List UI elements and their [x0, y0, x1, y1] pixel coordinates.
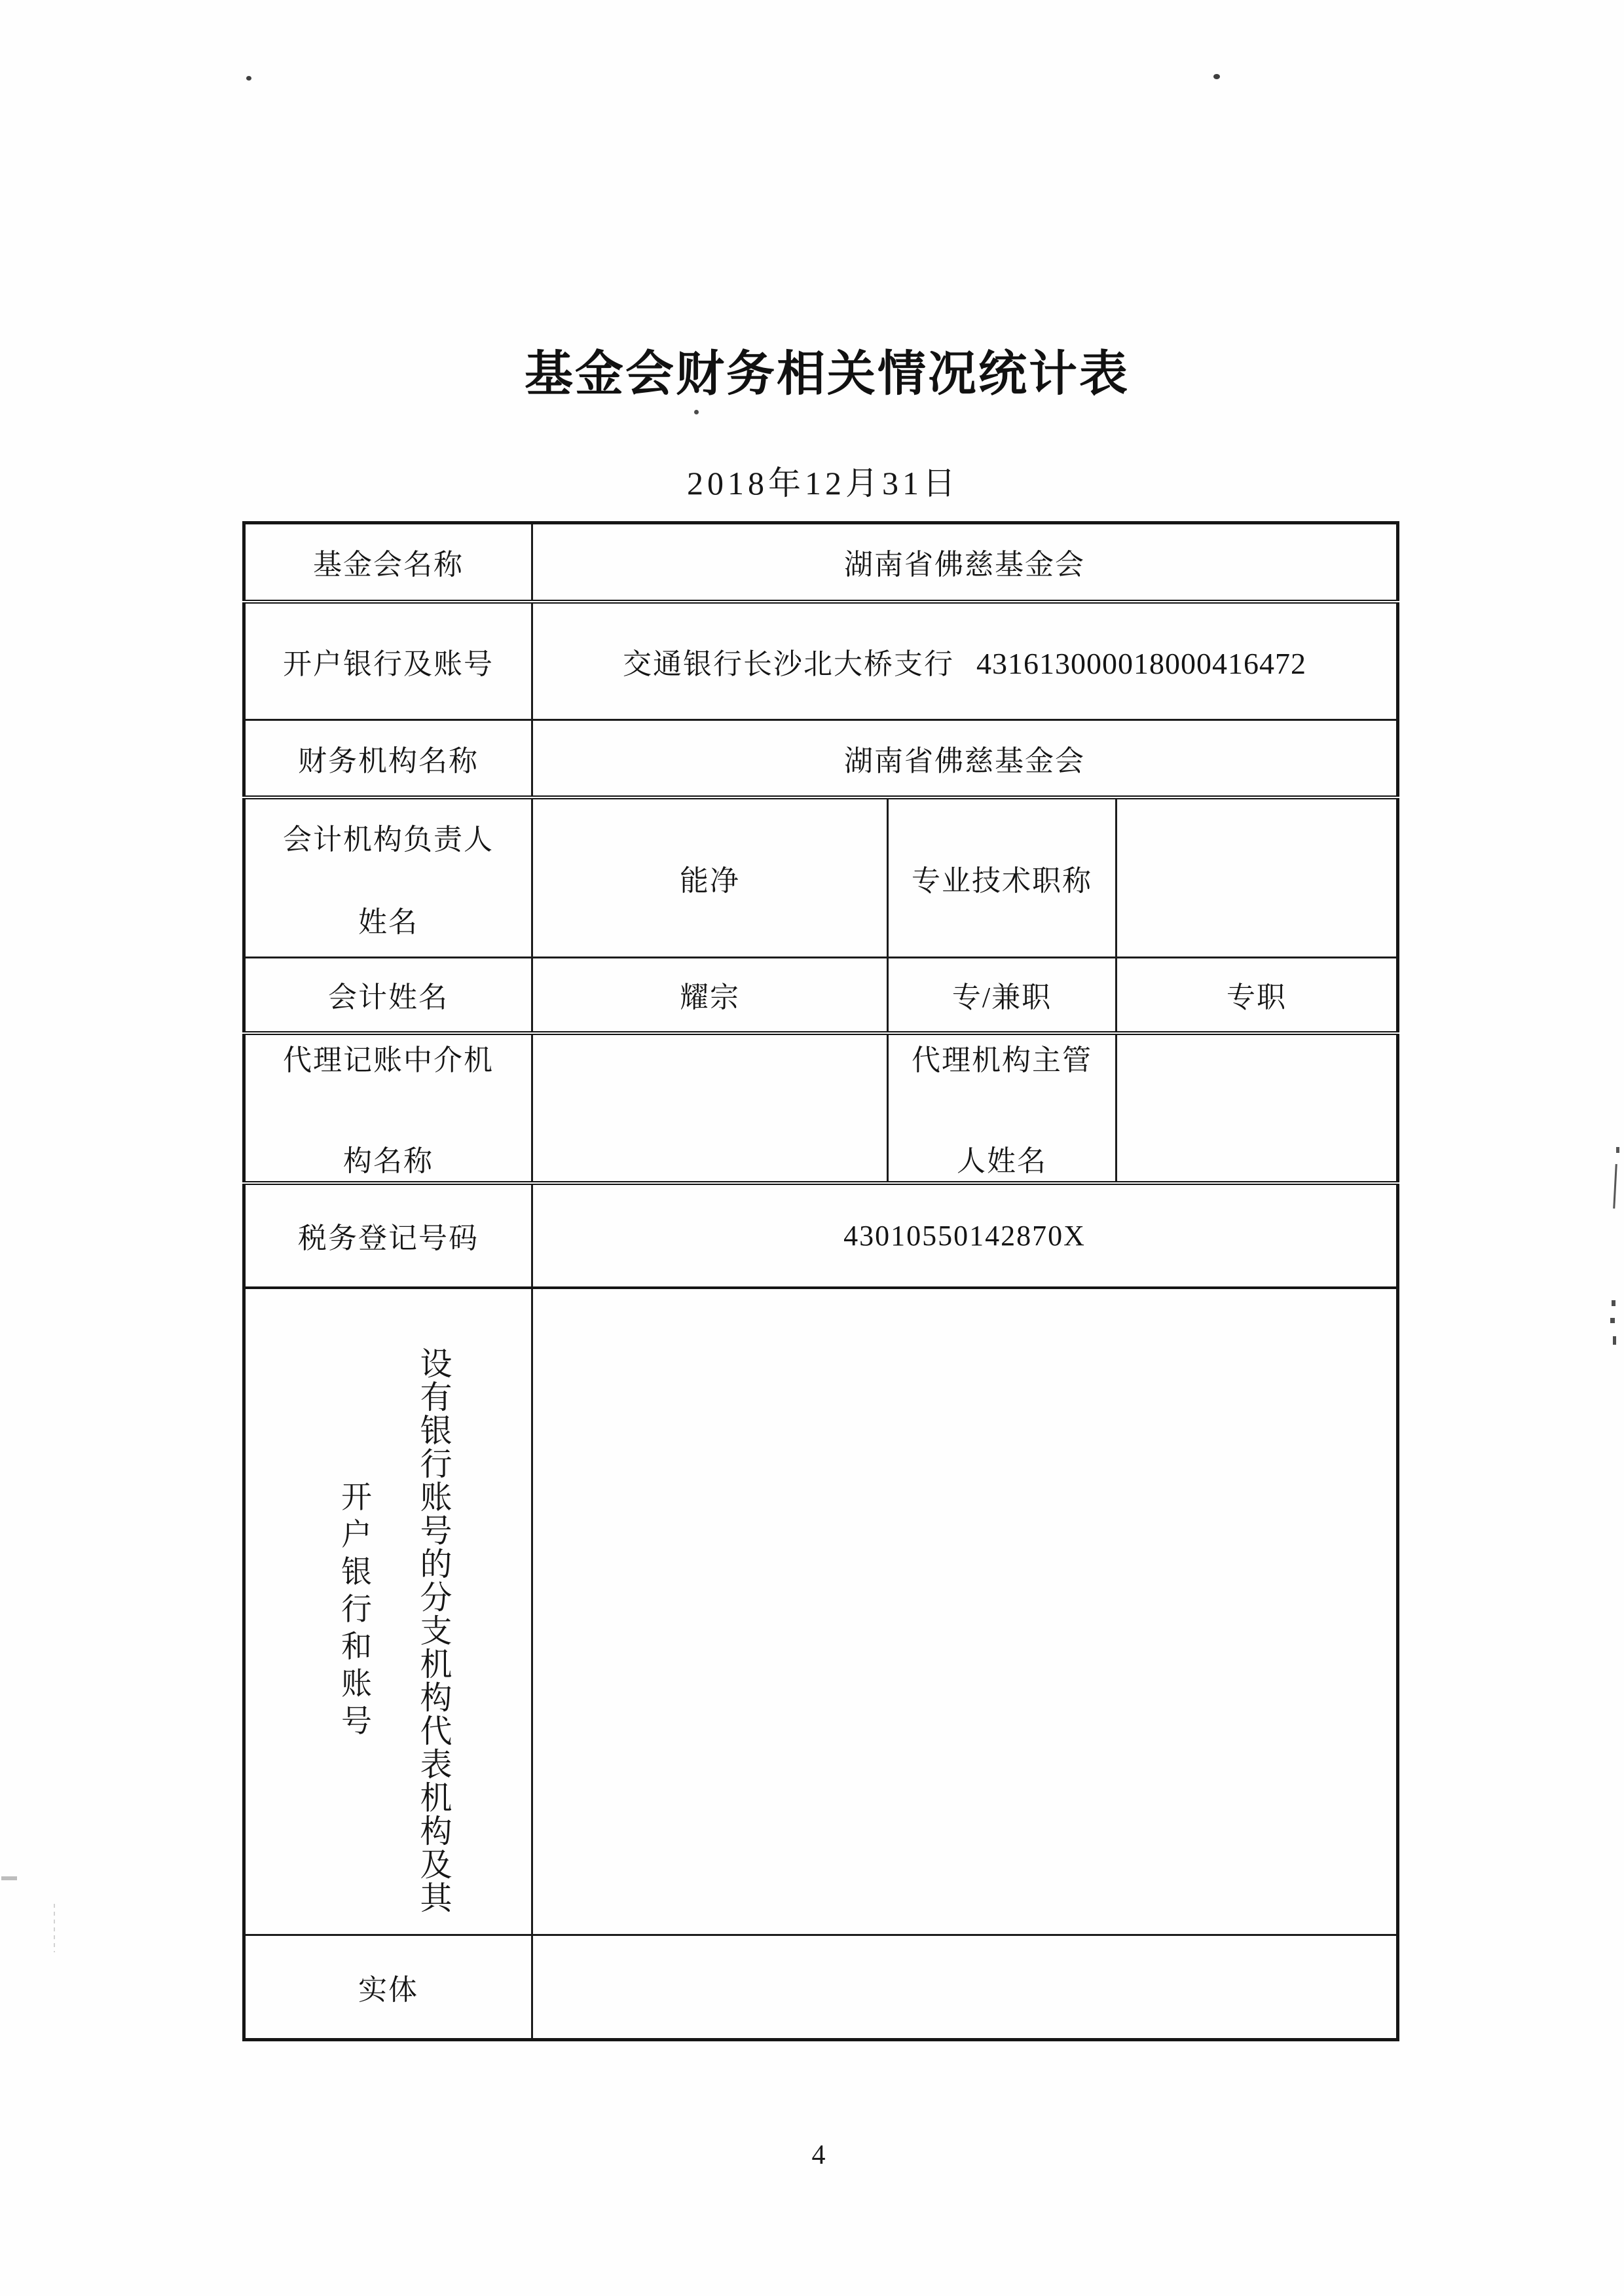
row-foundation-name — [244, 523, 1398, 602]
row-bank-account — [244, 602, 1398, 720]
tax-registration-value: 43010550142870X — [532, 1183, 1398, 1288]
accounting-head-label — [244, 797, 532, 958]
scan-speck — [246, 76, 251, 81]
agency-label-line1: 代理记账中介机 — [283, 1044, 494, 1076]
accounting-head-label-line2: 姓名 — [358, 905, 418, 938]
row-finance-org — [244, 720, 1398, 797]
row-bank-branches — [244, 1288, 1398, 1935]
scan-speck — [1213, 74, 1220, 79]
bank-branches-value — [532, 1288, 1398, 1935]
agency-manager-label — [888, 1033, 1116, 1183]
foundation-name-value: 湖南省佛慈基金会 — [532, 523, 1398, 602]
document-title: 基金会财务相关情况统计表 — [525, 346, 1130, 401]
bank-branch-name: 交通银行长沙北大桥支行 — [623, 647, 954, 680]
row-accounting-head — [244, 797, 1398, 958]
bank-branches-side-label: 开户银行和账号 — [337, 1480, 371, 1742]
report-date: 2018年12月31日 — [687, 465, 959, 501]
bank-branches-label-cell — [244, 1288, 532, 1935]
finance-org-value: 湖南省佛慈基金会 — [532, 720, 1398, 797]
accountant-name: 耀宗 — [532, 958, 888, 1033]
scan-margin-mark — [1613, 1336, 1616, 1345]
scan-margin-mark — [1612, 1300, 1615, 1306]
accounting-head-name: 能净 — [532, 797, 888, 958]
accounting-head-label-line1: 会计机构负责人 — [283, 823, 494, 856]
row-agency — [244, 1033, 1398, 1183]
scan-margin-mark — [1613, 1164, 1617, 1209]
foundation-name-label: 基金会名称 — [244, 523, 532, 602]
page-number: 4 — [811, 2140, 826, 2170]
scan-margin-mark — [1, 1876, 17, 1880]
agency-manager-label-line2: 人姓名 — [957, 1145, 1047, 1177]
accountant-label: 会计姓名 — [244, 958, 532, 1033]
agency-manager-value — [1116, 1033, 1398, 1183]
finance-org-label: 财务机构名称 — [244, 720, 532, 797]
row-entity — [244, 1935, 1398, 2040]
scan-speck — [694, 410, 699, 414]
scan-margin-mark — [54, 1904, 55, 1952]
row-tax-registration — [244, 1183, 1398, 1288]
bank-account-number: 431613000018000416472 — [976, 646, 1306, 680]
agency-name-value — [532, 1033, 888, 1183]
foundation-finance-table — [242, 521, 1399, 2041]
entity-label: 实体 — [244, 1935, 532, 2040]
duty-type-value: 专职 — [1116, 958, 1398, 1033]
professional-title-value — [1116, 797, 1398, 958]
bank-account-value — [532, 602, 1398, 720]
duty-type-label: 专/兼职 — [888, 958, 1116, 1033]
row-accountant — [244, 958, 1398, 1033]
scan-margin-mark — [1610, 1318, 1615, 1323]
professional-title-label: 专业技术职称 — [888, 797, 1116, 958]
tax-registration-label: 税务登记号码 — [244, 1183, 532, 1288]
agency-manager-label-line1: 代理机构主管 — [912, 1044, 1092, 1076]
entity-value — [532, 1935, 1398, 2040]
agency-label-line2: 构名称 — [343, 1145, 434, 1177]
bank-branches-main-label: 设有银行账号的分支机构代表机构及其 — [416, 1346, 452, 1914]
agency-label — [244, 1033, 532, 1183]
bank-account-label: 开户银行及账号 — [244, 602, 532, 720]
scan-margin-mark — [1616, 1147, 1619, 1153]
